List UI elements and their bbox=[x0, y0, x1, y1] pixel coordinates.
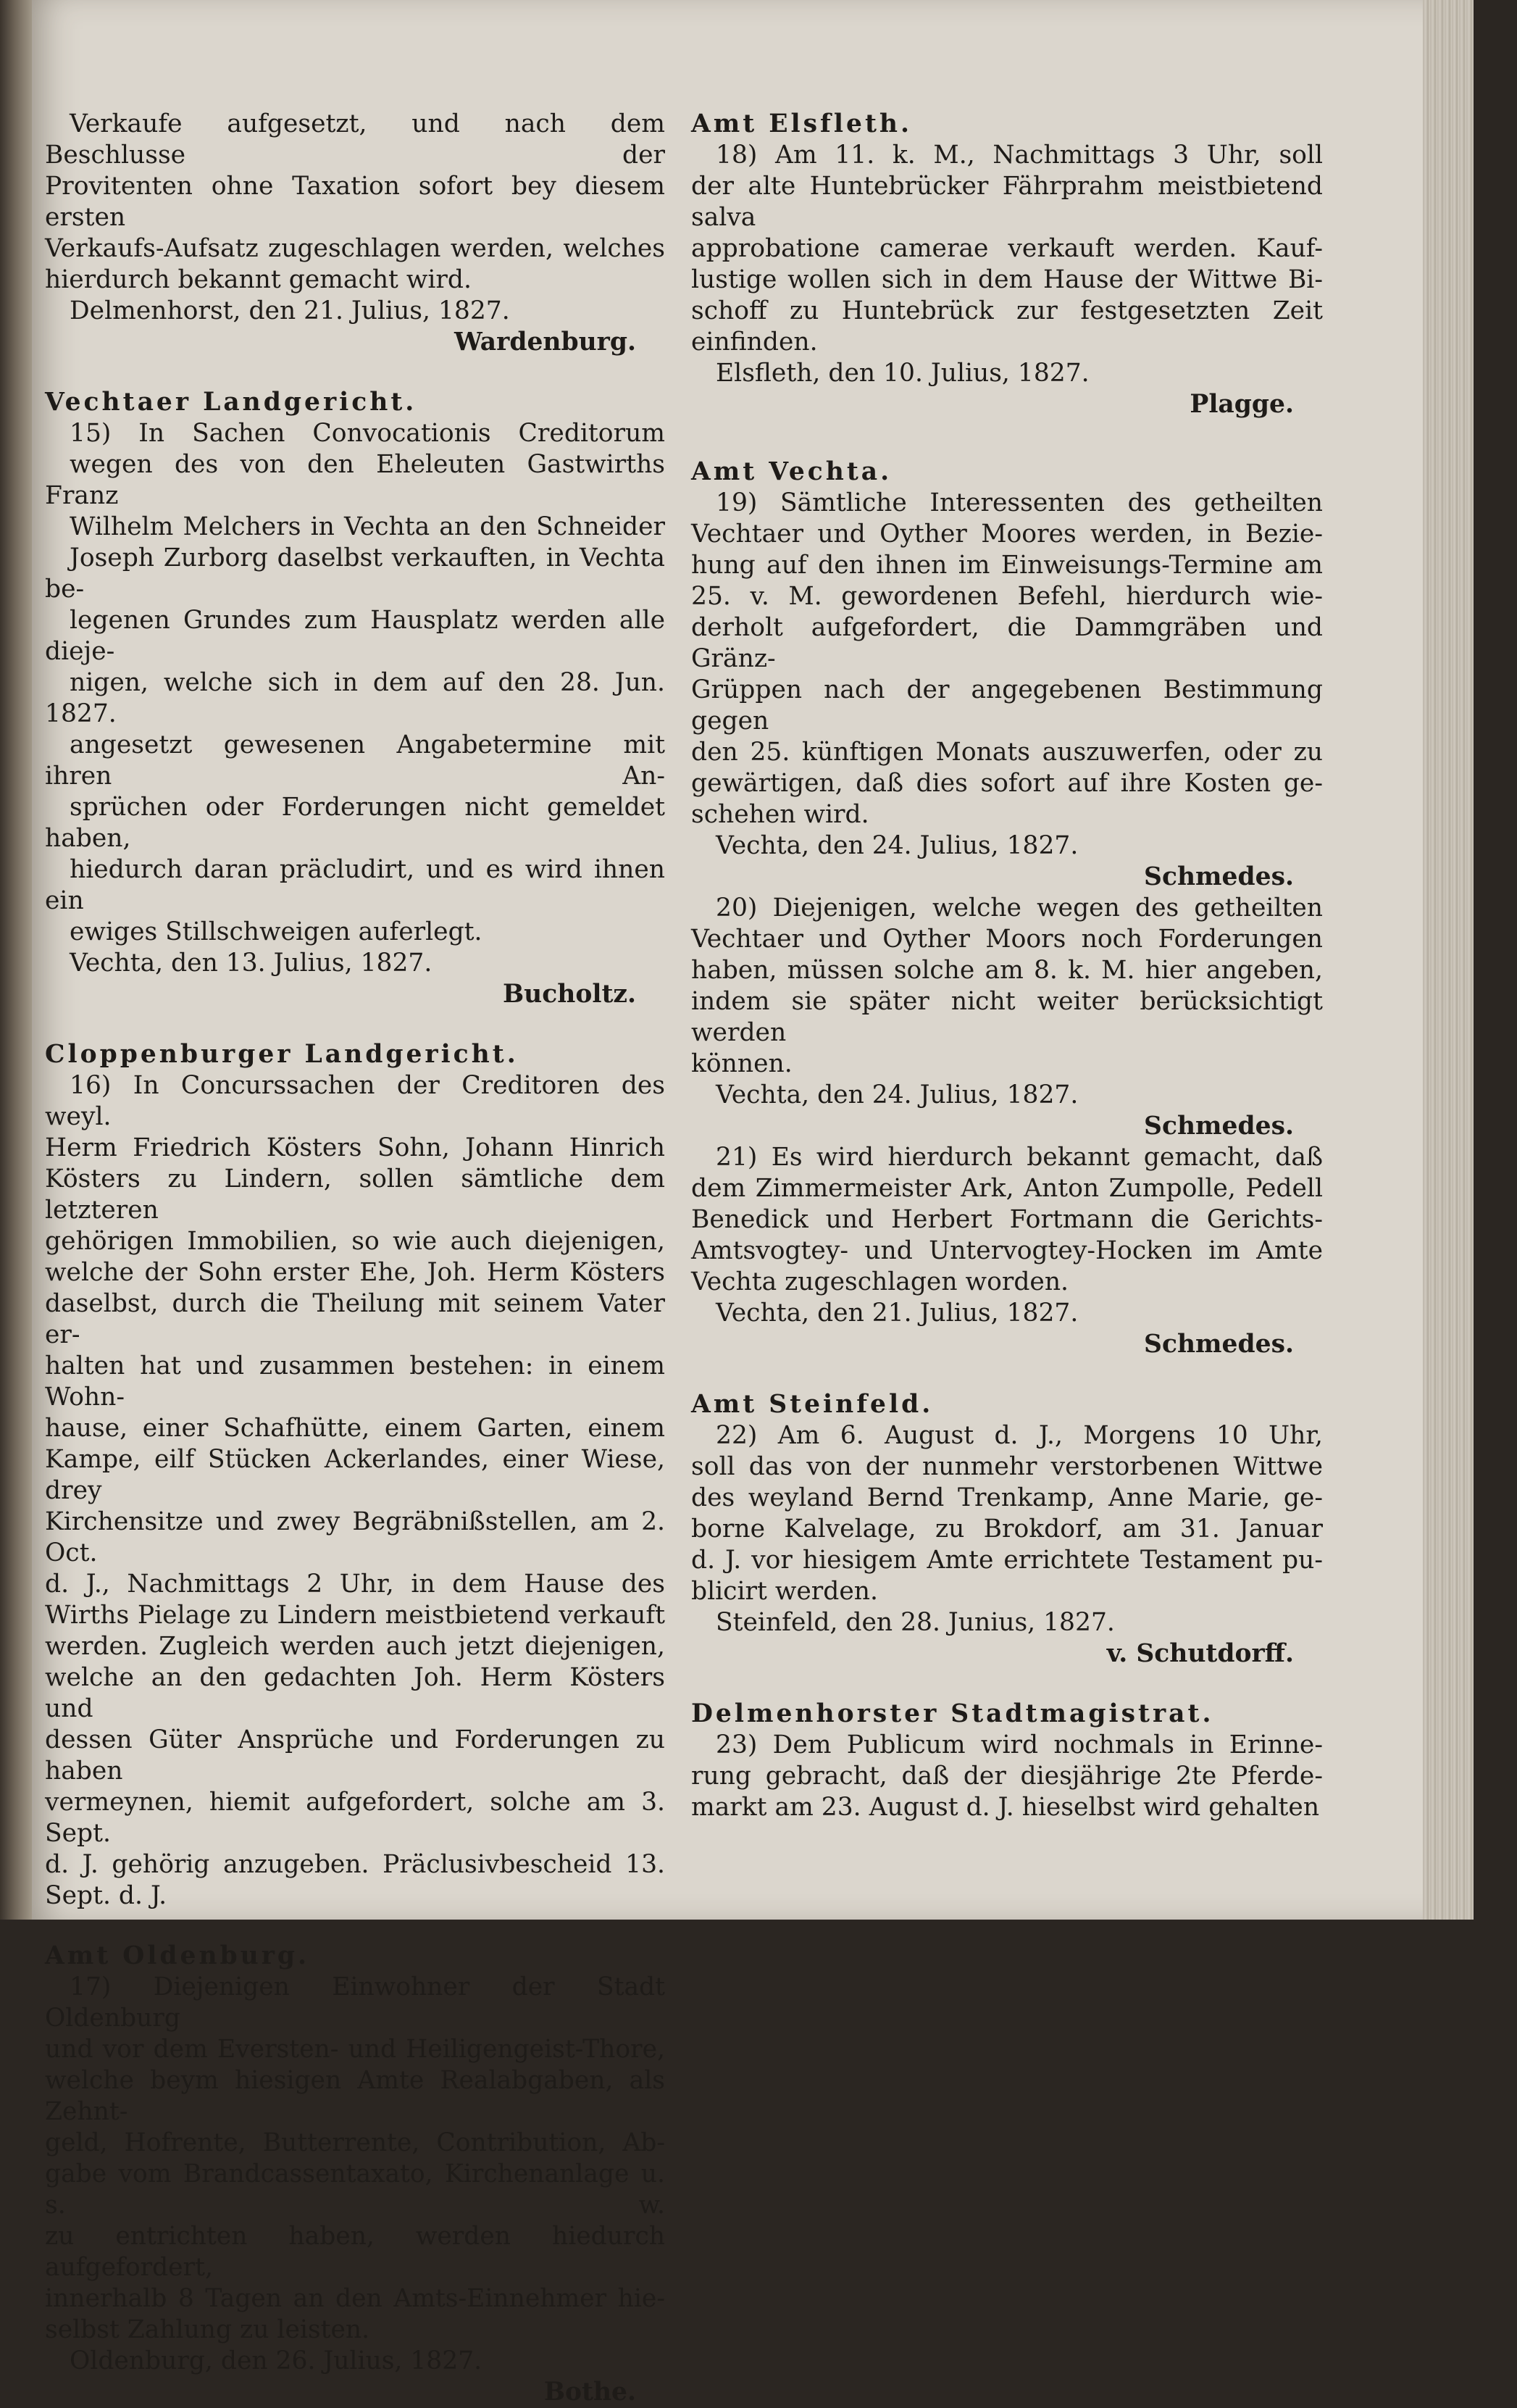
text-line: blicirt werden. bbox=[691, 1577, 878, 1606]
intro-dateline: Delmenhorst, den 21. Julius, 1827. bbox=[70, 296, 510, 325]
text-line: rung gebracht, daß der diesjährige 2te Pferde- bbox=[691, 1762, 1323, 1791]
text-line: welche beym hiesigen Amte Realabgaben, als Zehnt- bbox=[45, 2066, 665, 2126]
text-line: Wirths Pielage zu Lindern meistbietend verkauft bbox=[45, 1601, 665, 1630]
text-line: approbatione camerae verkauft werden. Kauf- bbox=[691, 234, 1323, 263]
text-line: Provitenten ohne Taxation sofort bey diesem ersten bbox=[45, 172, 665, 232]
text-line: Vechtaer und Oyther Moores werden, in Bezie- bbox=[691, 520, 1323, 549]
text-line: welche an den gedachten Joh. Herm Kösters und bbox=[45, 1663, 665, 1723]
text-line: borne Kalvelage, zu Brokdorf, am 31. Januar bbox=[691, 1515, 1323, 1543]
text-line: schoff zu Huntebrück zur festgesetzten Zeit einfinden. bbox=[691, 296, 1323, 357]
text-line: Verkaufs-Aufsatz zugeschlagen werden, welches bbox=[45, 234, 665, 263]
text-line: gehörigen Immobilien, so wie auch diejenigen, bbox=[45, 1227, 665, 1256]
text-line: dem Zimmermeister Ark, Anton Zumpolle, Pedell bbox=[691, 1174, 1323, 1203]
text-line: nigen, welche sich in dem auf den 28. Jun. 1827. bbox=[45, 668, 665, 728]
text-line: d. J. gehörig anzugeben. Präclusivbescheid 13. bbox=[45, 1850, 665, 1879]
intro-signature: Wardenburg. bbox=[454, 328, 636, 357]
text-line: 21) Es wird hierdurch bekannt gemacht, daß bbox=[716, 1143, 1323, 1172]
text-line: selbst Zahlung zu leisten. bbox=[45, 2315, 370, 2344]
notice-21-dateline: Vechta, den 21. Julius, 1827. bbox=[716, 1299, 1079, 1328]
text-line: hung auf den ihnen im Einweisungs-Termine am bbox=[691, 551, 1323, 580]
notice-22-signature: v. Schutdorff. bbox=[1106, 1639, 1294, 1668]
notice-17-dateline: Oldenburg, den 26. Julius, 1827. bbox=[70, 2346, 482, 2375]
notice-18 bbox=[691, 140, 1323, 358]
text-line: 18) Am 11. k. M., Nachmittags 3 Uhr, soll bbox=[716, 141, 1323, 170]
intro-paragraph bbox=[45, 109, 665, 296]
text-line: den 25. künftigen Monats auszuwerfen, oder zu bbox=[691, 738, 1323, 767]
text-line: Verkaufe aufgesetzt, und nach dem Beschlusse der bbox=[45, 109, 665, 170]
text-line: vermeynen, hiemit aufgefordert, solche am 3. Sept. bbox=[45, 1788, 665, 1848]
text-line: 22) Am 6. August d. J., Morgens 10 Uhr, bbox=[716, 1421, 1323, 1450]
text-line: haben, müssen solche am 8. k. M. hier angeben, bbox=[691, 956, 1323, 985]
section-heading-amt-vechta: Amt Vechta. bbox=[691, 457, 893, 486]
text-line: und vor dem Eversten- und Heiligengeist-Thore, bbox=[45, 2035, 665, 2064]
text-line: gabe vom Brandcassentaxato, Kirchenanlage u. s. w. bbox=[45, 2159, 665, 2220]
text-line: daselbst, durch die Theilung mit seinem Vater er- bbox=[45, 1289, 665, 1349]
section-heading-vechtaer-landgericht: Vechtaer Landgericht. bbox=[45, 388, 417, 417]
notice-15-signature: Bucholtz. bbox=[503, 980, 636, 1009]
text-line: können. bbox=[691, 1049, 793, 1078]
text-line: Benedick und Herbert Fortmann die Gerichts- bbox=[691, 1205, 1323, 1234]
text-line: hause, einer Schafhütte, einem Garten, einem bbox=[45, 1414, 665, 1443]
notice-20-signature: Schmedes. bbox=[1144, 1112, 1294, 1141]
text-line: werden. Zugleich werden auch jetzt diejenigen, bbox=[45, 1632, 665, 1661]
text-line: 17) Diejenigen Einwohner der Stadt Oldenburg bbox=[45, 1972, 665, 2033]
text-line: legenen Grundes zum Hausplatz werden alle dieje- bbox=[45, 606, 665, 666]
notice-23 bbox=[691, 1730, 1323, 1823]
text-line: soll das von der nunmehr verstorbenen Wittwe bbox=[691, 1452, 1323, 1481]
text-line: Kösters zu Lindern, sollen sämtliche dem letzteren bbox=[45, 1165, 665, 1225]
text-line: Sept. d. J. bbox=[45, 1881, 167, 1910]
text-line: Joseph Zurborg daselbst verkauften, in Vechta be- bbox=[45, 543, 665, 604]
text-line: Amtsvogtey- und Untervogtey-Hocken im Amte bbox=[691, 1236, 1323, 1265]
notice-19-signature: Schmedes. bbox=[1144, 862, 1294, 891]
notice-19 bbox=[691, 488, 1323, 830]
section-heading-cloppenburger-landgericht: Cloppenburger Landgericht. bbox=[45, 1040, 519, 1069]
notice-21-signature: Schmedes. bbox=[1144, 1330, 1294, 1359]
text-line: d. J. vor hiesigem Amte errichtete Testament pu- bbox=[691, 1546, 1323, 1575]
text-line: Vechta zugeschlagen worden. bbox=[691, 1267, 1069, 1296]
text-line: Grüppen nach der angegebenen Bestimmung gegen bbox=[691, 675, 1323, 736]
text-line: Kampe, eilf Stücken Ackerlandes, einer Wiese, drey bbox=[45, 1445, 665, 1505]
text-line: sprüchen oder Forderungen nicht gemeldet haben, bbox=[45, 793, 665, 853]
section-heading-amt-elsfleth: Amt Elsfleth. bbox=[691, 109, 912, 138]
text-line: Herm Friedrich Kösters Sohn, Johann Hinrich bbox=[45, 1133, 665, 1162]
text-line: dessen Güter Ansprüche und Forderungen zu haben bbox=[45, 1725, 665, 1786]
text-line: lustige wollen sich in dem Hause der Wittwe Bi- bbox=[691, 265, 1323, 294]
text-line: markt am 23. August d. J. hieselbst wird gehalten bbox=[691, 1793, 1320, 1822]
text-line: Kirchensitze und zwey Begräbnißstellen, am 2. Oct. bbox=[45, 1507, 665, 1567]
notice-16 bbox=[45, 1070, 665, 1912]
right-column bbox=[691, 109, 1323, 1823]
notice-15-dateline: Vechta, den 13. Julius, 1827. bbox=[70, 949, 432, 978]
text-line: ewiges Stillschweigen auferlegt. bbox=[70, 917, 482, 946]
notice-20 bbox=[691, 893, 1323, 1080]
notice-17 bbox=[45, 1972, 665, 2346]
text-line: des weyland Bernd Trenkamp, Anne Marie, ge- bbox=[691, 1483, 1323, 1512]
notice-18-dateline: Elsfleth, den 10. Julius, 1827. bbox=[716, 359, 1090, 388]
text-line: angesetzt gewesenen Angabetermine mit ihren An- bbox=[45, 730, 665, 791]
text-line: innerhalb 8 Tagen an den Amts-Einnehmer hie- bbox=[45, 2284, 665, 2313]
text-line: 20) Diejenigen, welche wegen des getheilten bbox=[716, 893, 1323, 922]
text-line: welche der Sohn erster Ehe, Joh. Herm Kösters bbox=[45, 1258, 665, 1287]
text-line: indem sie später nicht weiter berücksichtigt werden bbox=[691, 987, 1323, 1047]
text-line: 15) In Sachen Convocationis Creditorum bbox=[70, 419, 665, 448]
section-heading-amt-oldenburg: Amt Oldenburg. bbox=[45, 1941, 310, 1970]
notice-15 bbox=[45, 418, 665, 948]
text-line: derholt aufgefordert, die Dammgräben und Gränz- bbox=[691, 613, 1323, 673]
notice-19-dateline: Vechta, den 24. Julius, 1827. bbox=[716, 831, 1079, 860]
notice-21 bbox=[691, 1142, 1323, 1298]
left-column bbox=[45, 109, 665, 2408]
text-line: 25. v. M. gewordenen Befehl, hierdurch wie- bbox=[691, 582, 1323, 611]
text-line: hiedurch daran präcludirt, und es wird ihnen ein bbox=[45, 855, 665, 915]
text-line: Wilhelm Melchers in Vechta an den Schneider bbox=[70, 512, 665, 541]
notice-22-dateline: Steinfeld, den 28. Junius, 1827. bbox=[716, 1608, 1115, 1637]
page-edge bbox=[1423, 0, 1474, 1920]
section-heading-amt-steinfeld: Amt Steinfeld. bbox=[691, 1390, 934, 1419]
text-line: Vechtaer und Oyther Moors noch Forderungen bbox=[691, 925, 1323, 954]
text-line: geld, Hofrente, Butterrente, Contribution, Ab- bbox=[45, 2128, 665, 2157]
text-line: zu entrichten haben, werden hiedurch aufgefordert, bbox=[45, 2222, 665, 2282]
text-line: halten hat und zusammen bestehen: in einem Wohn- bbox=[45, 1351, 665, 1412]
notice-18-signature: Plagge. bbox=[1190, 390, 1294, 419]
text-line: hierdurch bekannt gemacht wird. bbox=[45, 265, 472, 294]
text-line: der alte Huntebrücker Fährprahm meistbietend salva bbox=[691, 172, 1323, 232]
notice-22 bbox=[691, 1420, 1323, 1607]
text-line: schehen wird. bbox=[691, 800, 869, 829]
notice-17-signature: Bothe. bbox=[543, 2378, 636, 2407]
text-line: wegen des von den Eheleuten Gastwirths Franz bbox=[45, 450, 665, 510]
section-heading-delmenhorster-stadtmagistrat: Delmenhorster Stadtmagistrat. bbox=[691, 1699, 1214, 1728]
notice-20-dateline: Vechta, den 24. Julius, 1827. bbox=[716, 1080, 1079, 1109]
text-line: 19) Sämtliche Interessenten des getheilten bbox=[716, 488, 1323, 517]
text-line: gewärtigen, daß dies sofort auf ihre Kosten ge- bbox=[691, 769, 1323, 798]
text-line: d. J., Nachmittags 2 Uhr, in dem Hause des bbox=[45, 1570, 665, 1599]
text-line: 23) Dem Publicum wird nochmals in Erinne- bbox=[716, 1730, 1323, 1759]
text-line: 16) In Concurssachen der Creditoren des weyl. bbox=[45, 1071, 665, 1131]
